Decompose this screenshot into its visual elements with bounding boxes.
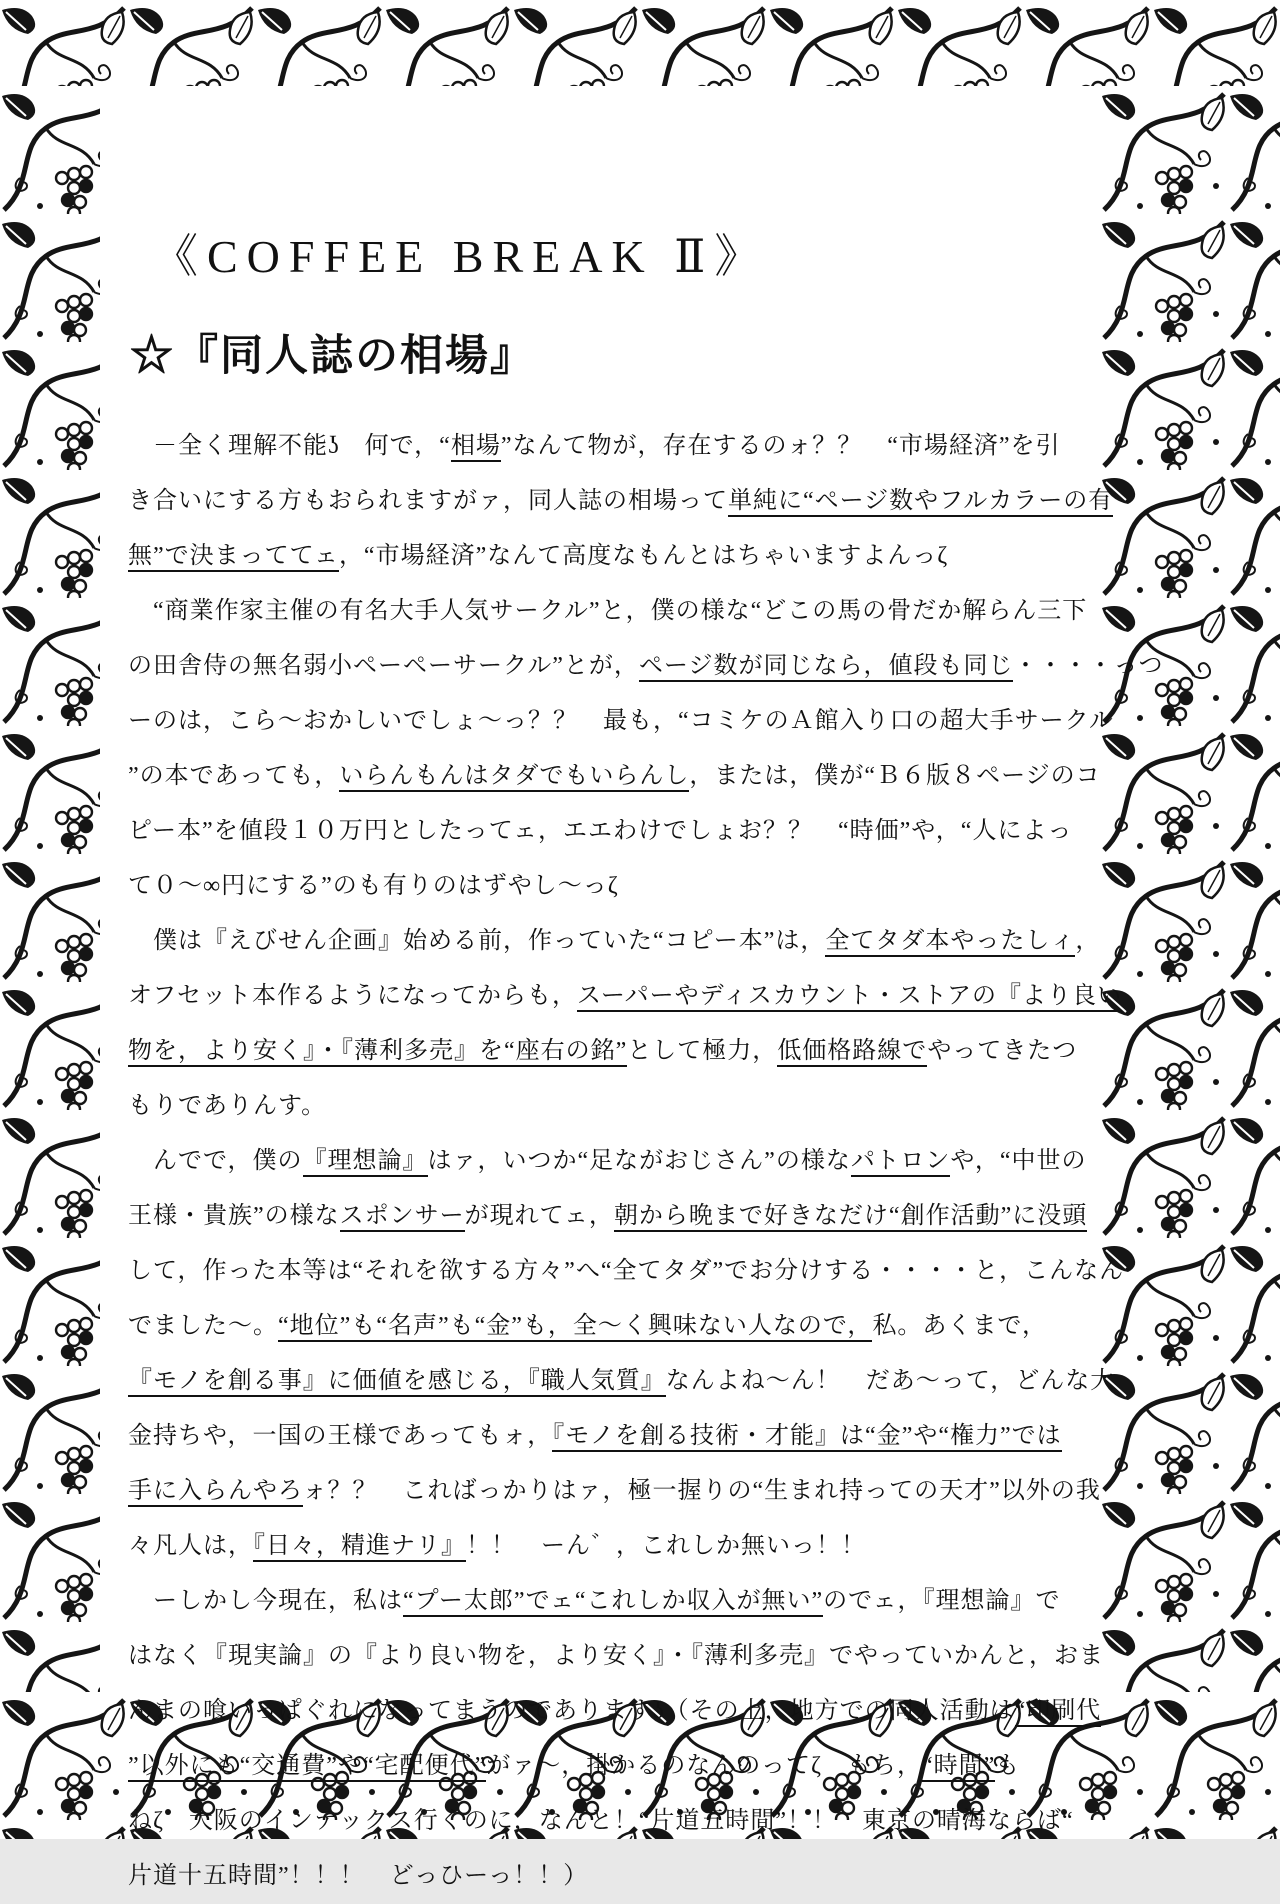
text-line [128,1244,1125,1299]
text-line [128,749,1100,804]
text-segment: のでェ，『理想論』で [823,1588,1061,1614]
text-line [128,474,1114,529]
text-line [128,1849,1100,1904]
text-segment: ”の本であっても， [128,763,340,789]
text-segment: なんよね～ん！ だあ～って，どんな大 [665,1368,1116,1394]
underlined-text: 『日々，精進ナリ』 [253,1533,466,1562]
underlined-text: “印刷代 [1015,1698,1102,1727]
text-segment: ォ？？ こればっかりはァ，極一握りの“生まれ持っての天才”以外の我 [302,1478,1101,1504]
text-segment: も [995,1753,1021,1779]
underlined-text: 相場 [451,433,501,462]
text-segment: が現れてェ， [464,1203,614,1229]
text-segment: ， [1075,928,1101,954]
text-line [128,584,1100,639]
text-segment: ピー本”を値段１０万円としたってェ，エエわけでしょお？？ “時価”や，“人によっ [128,818,1073,844]
text-segment: 私。あくまで， [872,1313,1047,1339]
underlined-text: 物を，より安く』・『薄利多売』を“座右の銘” [128,1038,627,1067]
text-segment: ねζ 大阪のインテックス行くのに，なんと！“片道五時間”！！ 東京の晴海ならば“ [128,1808,1074,1834]
underlined-text: 手に入らんやろ [128,1478,303,1507]
underlined-text: スーパーやディスカウント・ストアの『より良い [577,983,1122,1012]
text-segment: ，または，僕が“Ｂ６版８ページのコ [689,763,1101,789]
text-line [128,859,1100,914]
text-segment: はなく『現実論』の『より良い物を，より安く』・『薄利多売』でやっていかんと，おま [128,1643,1104,1669]
underlined-text: “プー太郎”でェ“これしか収入が無い” [403,1588,823,1617]
text-segment: はァ，いつか“足ながおじさん”の様な [427,1148,851,1174]
underlined-text: いらんもんはタダでもいらんし [339,763,689,792]
page-title: 《COFFEE BREAK Ⅱ》 [152,231,770,282]
text-segment: －全く理解不能ʖ 何で，“ [128,433,451,459]
text-segment: 片道十五時間”！！！ どっひーっ！！） [128,1863,589,1889]
text-segment: オフセット本作るようになってからも， [128,983,578,1009]
grape-vine-border-right-icon [1100,86,1280,1692]
grape-vine-border-left-icon [0,86,100,1692]
grape-vine-border-top-icon [0,0,1280,86]
text-line [128,914,1100,969]
text-segment: ，“市場経済”なんて高度なもんとはちゃいますよんっζ [338,543,949,569]
body-text [128,419,1164,1904]
text-line [128,1464,1100,1519]
text-line [128,419,1100,474]
text-segment: ーしかし今現在，私は [128,1588,403,1614]
underlined-text: 全てタダ本やったしィ [825,928,1075,957]
underlined-text: “地位”も“名声”も“金”も，全～く興味ない人なので， [278,1313,872,1342]
text-line [128,1079,1100,1134]
text-line [128,639,1164,694]
text-line [128,529,1100,584]
text-segment: もりでありんす。 [128,1093,327,1119]
text-segment: 王様・貴族”の様な [128,1203,340,1229]
text-segment: やってきたつ [927,1038,1078,1064]
text-segment: き合いにする方もおられますがァ，同人誌の相場って [128,488,728,514]
underlined-text: スポンサー [340,1203,465,1232]
text-line [128,1299,1100,1354]
underlined-text: 『モノを創る技術・才能』は“金”や“権力”では [552,1423,1061,1452]
underlined-text: 無”で決まっててェ [128,543,339,572]
text-line [128,969,1123,1024]
text-segment: んまの喰いっぱぐれになってまうのでありますʖ（その上，地方での同人活動は [128,1698,1015,1724]
text-segment: の田舎侍の無名弱小ペーペーサークル”とが， [128,653,639,679]
section-title: ☆『同人誌の相場』 [130,333,535,380]
text-line [128,804,1100,859]
text-line [128,1189,1100,1244]
text-segment: ーのは，こら～おかしいでしょ～っ？？ 最も，“コミケのＡ館入り口の超大手サークル [128,708,1114,734]
text-segment: として極力， [627,1038,778,1064]
text-segment: 金持ちや，一国の王様であってもォ， [128,1423,553,1449]
text-line [128,1409,1100,1464]
text-line [128,1684,1100,1739]
underlined-text: ページ数が同じなら，値段も同じ [639,653,1014,682]
underlined-text: 『モノを創る事』に価値を感じる，『職人気質』 [128,1368,666,1397]
text-segment: して，作った本等は“それを欲する方々”へ“全てタダ”でお分けする・・・・と，こんなん [128,1258,1125,1284]
text-line [128,1739,1100,1794]
page-content-area [100,86,1164,1889]
underlined-text: 低価格路線で [777,1038,927,1067]
underlined-text: パトロン [851,1148,951,1177]
text-segment: “商業作家主催の有名大手人気サークル”と，僕の様な“どこの馬の骨だか解らん三下 [128,598,1088,624]
text-segment: がァ～，掛かるのなんのってζ もち， [486,1753,922,1779]
text-segment: 々凡人は， [128,1533,253,1559]
underlined-text: 『理想論』 [303,1148,428,1177]
text-segment: ・・・・っつ [1013,653,1164,679]
text-line [128,1574,1100,1629]
underlined-text: ”以外にも“交通費”や“宅配便代” [128,1753,486,1782]
text-segment: でました～。 [128,1313,278,1339]
text-line [128,1024,1100,1079]
text-line [128,1629,1104,1684]
text-line [128,1519,1100,1574]
text-segment: や，“中世の [950,1148,1087,1174]
text-line [128,1354,1116,1409]
text-segment: ”なんて物が，存在するのォ？？ “市場経済”を引 [500,433,1061,459]
text-line [128,694,1114,749]
text-segment: ！！ ーん゛，これしか無いっ！！ [466,1533,866,1559]
text-line [128,1794,1100,1849]
underlined-text: 朝から晩まで好きなだけ“創作活動”に没頭 [614,1203,1087,1232]
underlined-text: “時間” [922,1753,995,1782]
text-segment: 僕は『えびせん企画』始める前，作っていた“コピー本”は， [128,928,826,954]
text-segment: んでで，僕の [128,1148,303,1174]
text-line [128,1134,1100,1189]
underlined-text: 単純に“ページ数やフルカラーの有 [728,488,1113,517]
text-segment: て０～∞円にする”のも有りのはずやし～っζ [128,873,619,899]
